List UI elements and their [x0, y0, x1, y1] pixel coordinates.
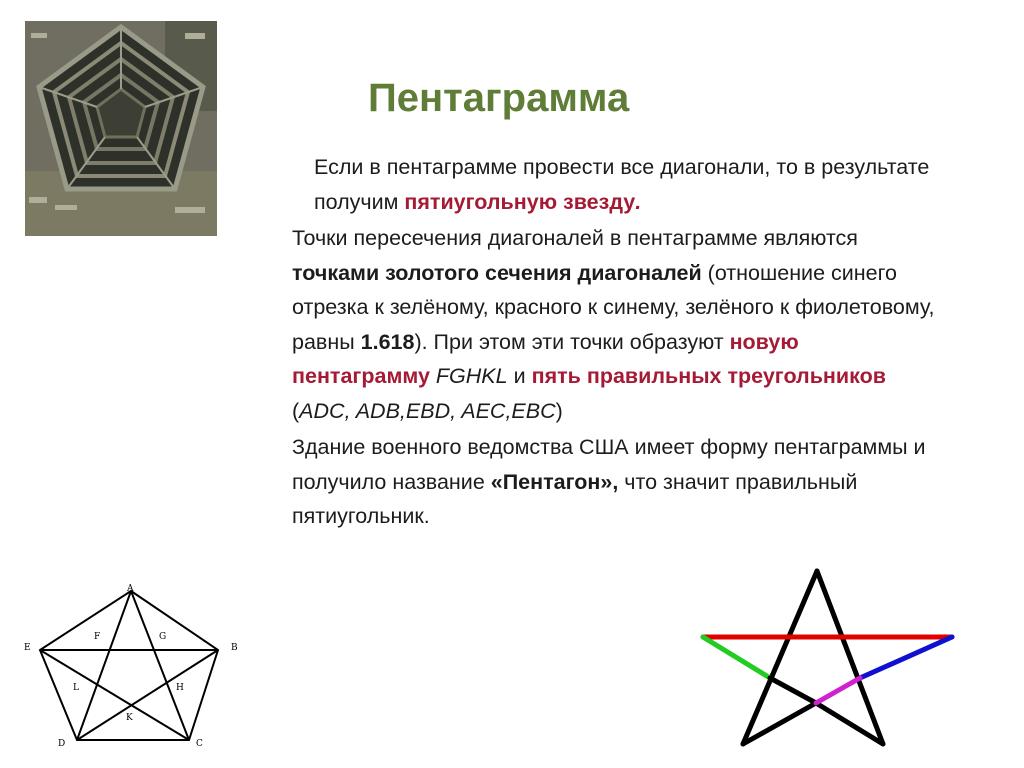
vertex-label-e: E [24, 643, 31, 653]
vertex-label-c: C [196, 739, 203, 749]
pentagon-building-photo [25, 21, 217, 236]
new-pentagram-highlight: новую пентаграмму [292, 329, 799, 388]
golden-text-f: ) [555, 398, 563, 423]
vertex-label-g: G [159, 632, 167, 642]
vertex-label-d: D [58, 739, 66, 749]
vertex-label-a: A [127, 584, 134, 594]
star-edge-2 [817, 571, 883, 744]
triangle-names: ADC, ADB,EBD, AEC,EBC [299, 398, 556, 423]
paragraph-star [240, 150, 940, 219]
vertex-label-b: B [231, 643, 238, 653]
golden-star-diagram [700, 565, 962, 753]
star-highlight-end: . [635, 189, 642, 214]
paragraph-golden-section [240, 221, 940, 428]
paragraph-star-text: Если в пентаграмме провести все диагонали, то в результате получим [314, 155, 930, 214]
fghkl-label: FGHKL [429, 364, 508, 388]
vertex-label-f: F [94, 632, 101, 642]
pentagon-name: «Пентагон», [490, 469, 619, 494]
golden-text-b: (отношение синего отрезка к зелёному, красного к синему, зелёного к фиолетовому, равны [292, 260, 935, 354]
golden-text-a: Точки пересечения диагоналей в пентаграмме являются [292, 226, 858, 250]
golden-text-c: ). При этом эти точки образуют [414, 329, 730, 354]
vertex-label-l: L [73, 683, 79, 693]
triangles-highlight: пять правильных треугольников [531, 364, 886, 388]
slide-body [240, 150, 940, 536]
pentagon-diagonals-diagram [18, 578, 248, 754]
vertex-label-h: H [176, 683, 184, 693]
vertex-label-k: K [126, 713, 133, 723]
pentagon-text-b: что значит правильный пятиугольник. [292, 469, 858, 528]
slide-title: Пентаграмма [368, 76, 630, 120]
star-edge-1 [743, 571, 817, 744]
golden-ratio-value: 1.618 [360, 329, 415, 354]
star-highlight: пятиугольную звезду [404, 189, 636, 214]
green-segment-lower [770, 678, 816, 703]
paragraph-pentagon [240, 430, 940, 534]
golden-bold-term: точками золотого сечения диагоналей [292, 260, 702, 285]
golden-text-e: ( [292, 398, 300, 423]
green-segment [703, 637, 770, 678]
golden-text-d: и [507, 364, 532, 388]
pentagon-text-a: Здание военного ведомства США имеет форму пентаграммы и получило название [292, 435, 926, 494]
purple-segment [816, 678, 860, 703]
blue-segment [860, 637, 952, 678]
